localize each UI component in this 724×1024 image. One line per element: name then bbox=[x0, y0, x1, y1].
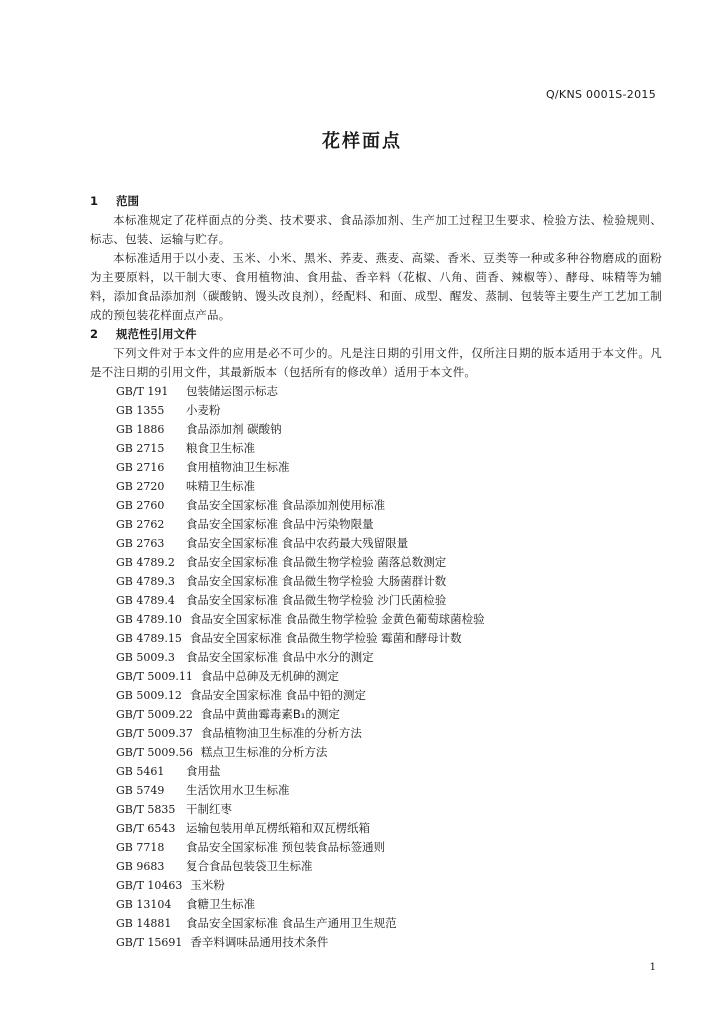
reference-code: GB/T 5009.37 bbox=[116, 727, 193, 740]
reference-name: 食品安全国家标准 食品微生物学检验 金黄色葡萄球菌检验 bbox=[189, 612, 485, 626]
section-title: 规范性引用文件 bbox=[116, 327, 197, 341]
reference-name: 食品安全国家标准 预包装食品标签通则 bbox=[186, 840, 386, 854]
reference-code: GB 1886 bbox=[116, 423, 165, 436]
reference-name: 糕点卫生标准的分析方法 bbox=[200, 745, 328, 759]
reference-name: 味精卫生标准 bbox=[186, 479, 255, 493]
reference-item bbox=[90, 781, 662, 800]
reference-code: GB 2720 bbox=[116, 480, 165, 493]
reference-code: GB/T 5009.22 bbox=[116, 708, 193, 721]
scope-paragraph: 本标准适用于以小麦、玉米、小米、黑米、荞麦、燕麦、高粱、香米、豆类等一种或多种谷物磨成的面粉为主要原料，以干制大枣、食用植物油、食用盐、香辛料（花椒、八角、茴香、辣椒等）、酵母、味精等为辅料，添加食品添加剂（碳酸钠、馒头改良剂），经配料、和面、成型、醒发、蒸制、包装等主要生产工艺加工制成的预包装花样面点产品。 bbox=[90, 251, 662, 322]
reference-item bbox=[90, 496, 662, 515]
reference-code: GB 2715 bbox=[116, 442, 165, 455]
reference-code: GB 5009.3 bbox=[116, 651, 175, 664]
reference-name: 包装储运图示标志 bbox=[186, 384, 278, 398]
reference-name: 香辛料调味品通用技术条件 bbox=[190, 935, 329, 949]
reference-name: 食品安全国家标准 食品添加剂使用标准 bbox=[186, 498, 386, 512]
reference-item bbox=[90, 553, 662, 572]
reference-item bbox=[90, 705, 662, 724]
reference-code: GB 4789.10 bbox=[116, 613, 182, 626]
reference-item bbox=[90, 477, 662, 496]
reference-name: 复合食品包装袋卫生标准 bbox=[186, 859, 313, 873]
reference-item bbox=[90, 401, 662, 420]
reference-item bbox=[90, 420, 662, 439]
reference-name: 食品安全国家标准 食品中农药最大残留限量 bbox=[186, 536, 409, 550]
scope-paragraph: 本标准规定了花样面点的分类、技术要求、食品添加剂、生产加工过程卫生要求、检验方法、检验规则、标志、包装、运输与贮存。 bbox=[90, 213, 662, 246]
reference-code: GB 1355 bbox=[116, 404, 165, 417]
reference-name: 运输包装用单瓦楞纸箱和双瓦楞纸箱 bbox=[186, 821, 370, 835]
reference-name: 玉米粉 bbox=[190, 878, 225, 892]
reference-code: GB 13104 bbox=[116, 898, 172, 911]
reference-code: GB/T 5009.11 bbox=[116, 670, 193, 683]
reference-name: 干制红枣 bbox=[186, 802, 232, 816]
reference-item bbox=[90, 838, 662, 857]
reference-item bbox=[90, 572, 662, 591]
reference-item bbox=[90, 439, 662, 458]
reference-name: 食品安全国家标准 食品微生物学检验 霉菌和酵母计数 bbox=[189, 631, 462, 645]
reference-item bbox=[90, 458, 662, 477]
section-heading-normative-references bbox=[90, 325, 662, 344]
reference-item bbox=[90, 914, 662, 933]
reference-name: 食品安全国家标准 食品中污染物限量 bbox=[186, 517, 374, 531]
reference-name: 生活饮用水卫生标准 bbox=[186, 783, 290, 797]
reference-name: 食品安全国家标准 食品生产通用卫生规范 bbox=[186, 916, 397, 930]
reference-code: GB/T 5835 bbox=[116, 803, 176, 816]
reference-code: GB/T 5009.56 bbox=[116, 746, 193, 759]
document-title: 花样面点 bbox=[322, 131, 402, 152]
reference-name: 食品安全国家标准 食品中水分的测定 bbox=[186, 650, 374, 664]
section-number: 1 bbox=[90, 194, 99, 208]
reference-code: GB 2763 bbox=[116, 537, 165, 550]
reference-code: GB 7718 bbox=[116, 841, 165, 854]
reference-code: GB 5009.12 bbox=[116, 689, 182, 702]
reference-item bbox=[90, 610, 662, 629]
reference-item bbox=[90, 648, 662, 667]
references-intro: 下列文件对于本文件的应用是必不可少的。凡是注日期的引用文件，仅所注日期的版本适用于本文件。凡是不注日期的引用文件，其最新版本（包括所有的修改单）适用于本文件。 bbox=[90, 346, 662, 379]
reference-item bbox=[90, 933, 662, 952]
reference-code: GB 2716 bbox=[116, 461, 165, 474]
reference-name: 食用盐 bbox=[186, 764, 221, 778]
reference-item bbox=[90, 819, 662, 838]
reference-item bbox=[90, 762, 662, 781]
reference-code: GB 2762 bbox=[116, 518, 165, 531]
section-title: 范围 bbox=[116, 194, 139, 208]
reference-code: GB/T 6543 bbox=[116, 822, 176, 835]
reference-code: GB 5749 bbox=[116, 784, 165, 797]
reference-item bbox=[90, 895, 662, 914]
section-number: 2 bbox=[90, 327, 99, 341]
reference-name: 食糖卫生标准 bbox=[186, 897, 255, 911]
reference-name: 食品中黄曲霉毒素B₁的测定 bbox=[200, 707, 340, 721]
reference-item bbox=[90, 724, 662, 743]
reference-code: GB 9683 bbox=[116, 860, 165, 873]
reference-name: 食品安全国家标准 食品微生物学检验 沙门氏菌检验 bbox=[186, 593, 447, 607]
reference-code: GB/T 10463 bbox=[116, 879, 183, 892]
reference-item bbox=[90, 743, 662, 762]
reference-code: GB 4789.2 bbox=[116, 556, 175, 569]
reference-code: GB 4789.4 bbox=[116, 594, 175, 607]
reference-name: 小麦粉 bbox=[186, 403, 221, 417]
reference-code: GB 4789.3 bbox=[116, 575, 175, 588]
reference-name: 食品植物油卫生标准的分析方法 bbox=[200, 726, 362, 740]
reference-item bbox=[90, 515, 662, 534]
reference-name: 食品添加剂 碳酸钠 bbox=[186, 422, 282, 436]
reference-name: 食品安全国家标准 食品微生物学检验 菌落总数测定 bbox=[186, 555, 447, 569]
reference-item bbox=[90, 667, 662, 686]
reference-item bbox=[90, 800, 662, 819]
document-code: Q/KNS 0001S-2015 bbox=[545, 88, 656, 101]
section-heading-scope bbox=[90, 192, 662, 211]
reference-name: 食品安全国家标准 食品中铅的测定 bbox=[189, 688, 367, 702]
page-number: 1 bbox=[649, 962, 656, 973]
document-body bbox=[90, 192, 662, 952]
reference-code: GB/T 191 bbox=[116, 385, 169, 398]
reference-code: GB 2760 bbox=[116, 499, 165, 512]
reference-item bbox=[90, 876, 662, 895]
reference-code: GB 4789.15 bbox=[116, 632, 182, 645]
reference-name: 食品中总砷及无机砷的测定 bbox=[200, 669, 339, 683]
reference-item bbox=[90, 382, 662, 401]
reference-code: GB/T 15691 bbox=[116, 936, 183, 949]
reference-code: GB 14881 bbox=[116, 917, 172, 930]
reference-item bbox=[90, 629, 662, 648]
reference-item bbox=[90, 534, 662, 553]
reference-item bbox=[90, 857, 662, 876]
reference-list bbox=[90, 382, 662, 952]
reference-item bbox=[90, 591, 662, 610]
reference-name: 食用植物油卫生标准 bbox=[186, 460, 290, 474]
reference-name: 粮食卫生标准 bbox=[186, 441, 255, 455]
reference-item bbox=[90, 686, 662, 705]
reference-name: 食品安全国家标准 食品微生物学检验 大肠菌群计数 bbox=[186, 574, 447, 588]
reference-code: GB 5461 bbox=[116, 765, 165, 778]
